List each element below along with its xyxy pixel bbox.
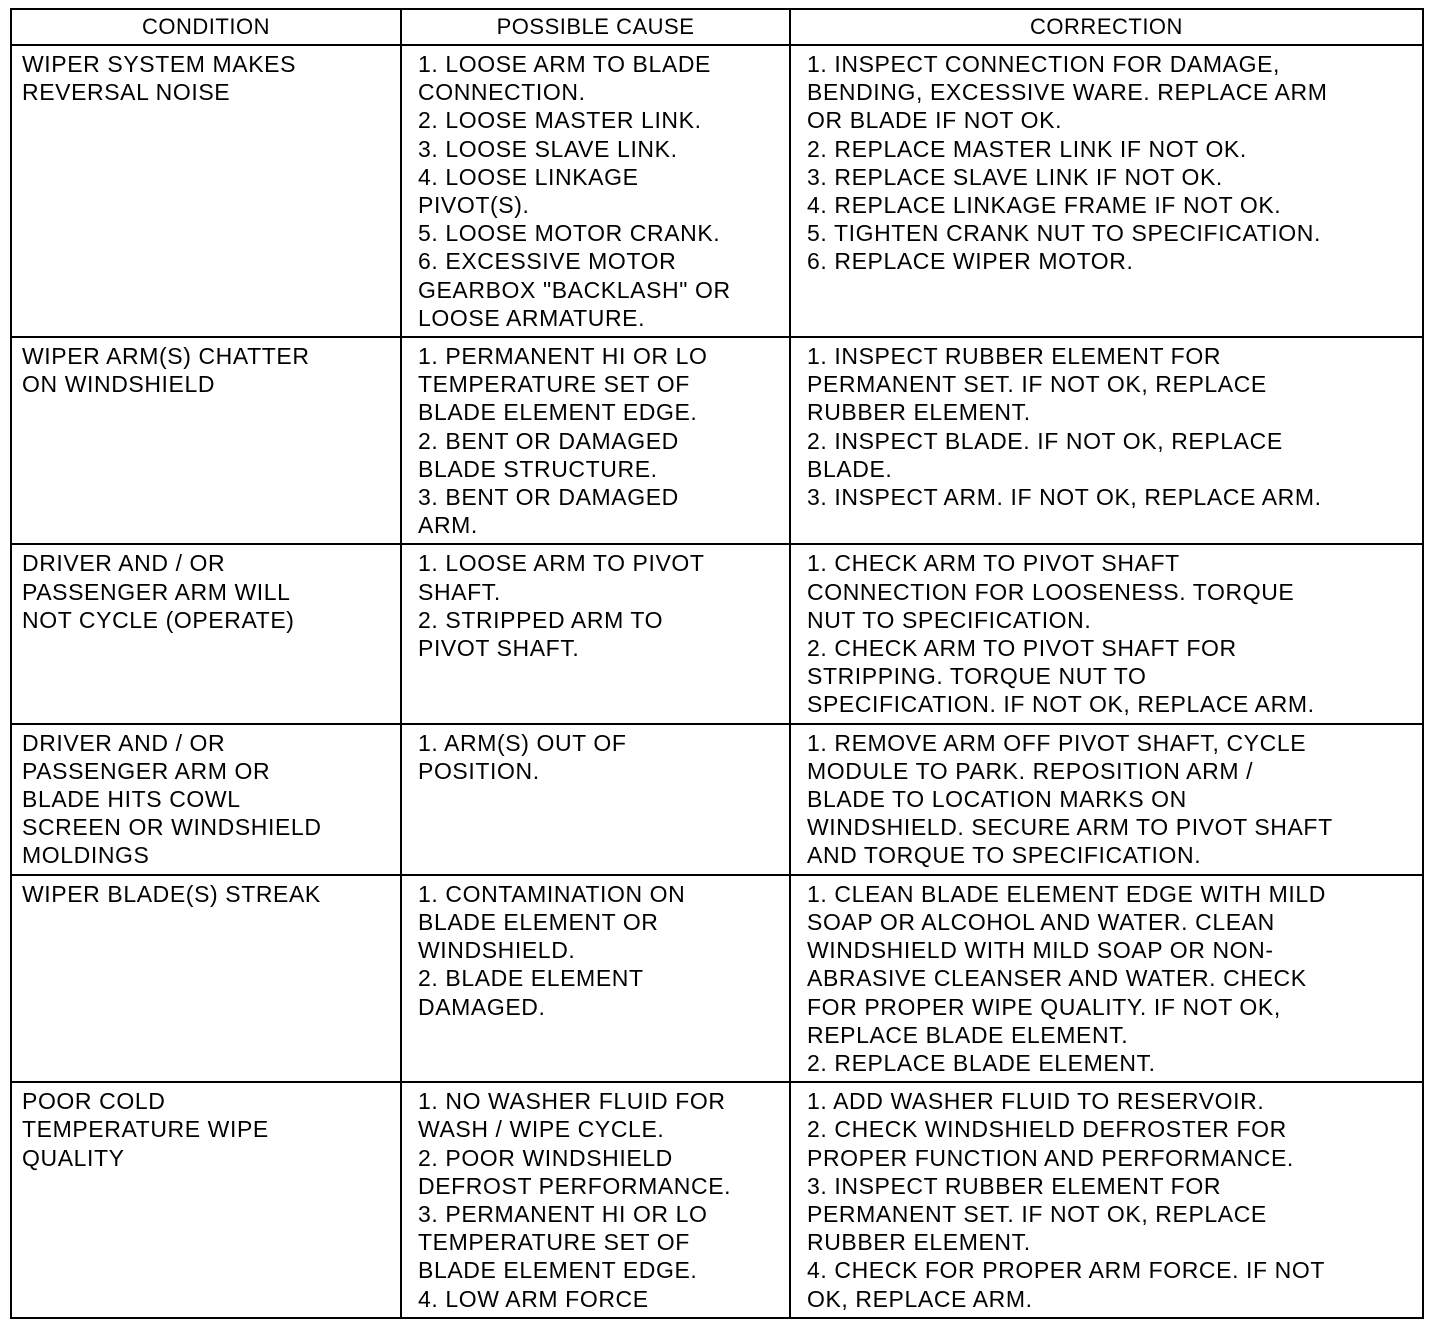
possible-cause-cell: 1. LOOSE ARM TO BLADE CONNECTION. 2. LOOSE MASTER LINK. 3. LOOSE SLAVE LINK. 4. LOOSE LINKAGE PIVOT(S). 5. LOOSE MOTOR CRANK. 6. EXCESSIVE MOTOR GEARBOX "BACKLASH" OR LOOSE ARMATURE. [401, 45, 790, 337]
diagnosis-table [10, 8, 1424, 1319]
possible-cause-cell: 1. LOOSE ARM TO PIVOT SHAFT. 2. STRIPPED ARM TO PIVOT SHAFT. [401, 544, 790, 723]
condition-cell: DRIVER AND / OR PASSENGER ARM WILL NOT CYCLE (OPERATE) [11, 544, 401, 723]
possible-cause-cell: 1. CONTAMINATION ON BLADE ELEMENT OR WINDSHIELD. 2. BLADE ELEMENT DAMAGED. [401, 875, 790, 1082]
correction-cell: 1. REMOVE ARM OFF PIVOT SHAFT, CYCLE MODULE TO PARK. REPOSITION ARM / BLADE TO LOCATION MARKS ON WINDSHIELD. SECURE ARM TO PIVOT SHAFT AND TORQUE TO SPECIFICATION. [790, 724, 1423, 875]
table-row [11, 1082, 1423, 1318]
correction-cell: 1. INSPECT RUBBER ELEMENT FOR PERMANENT SET. IF NOT OK, REPLACE RUBBER ELEMENT. 2. INSPECT BLADE. IF NOT OK, REPLACE BLADE. 3. INSPECT ARM. IF NOT OK, REPLACE ARM. [790, 337, 1423, 544]
condition-cell: WIPER ARM(S) CHATTER ON WINDSHIELD [11, 337, 401, 544]
possible-cause-cell: 1. ARM(S) OUT OF POSITION. [401, 724, 790, 875]
header-condition: CONDITION [11, 9, 401, 45]
table-row [11, 724, 1423, 875]
table-row [11, 45, 1423, 337]
correction-cell: 1. INSPECT CONNECTION FOR DAMAGE, BENDING, EXCESSIVE WARE. REPLACE ARM OR BLADE IF NOT OK. 2. REPLACE MASTER LINK IF NOT OK. 3. REPLACE SLAVE LINK IF NOT OK. 4. REPLACE LINKAGE FRAME IF NOT OK. 5. TIGHTEN CRANK NUT TO SPECIFICATION. 6. REPLACE WIPER MOTOR. [790, 45, 1423, 337]
condition-cell: POOR COLD TEMPERATURE WIPE QUALITY [11, 1082, 401, 1318]
condition-cell: WIPER BLADE(S) STREAK [11, 875, 401, 1082]
condition-cell: DRIVER AND / OR PASSENGER ARM OR BLADE HITS COWL SCREEN OR WINDSHIELD MOLDINGS [11, 724, 401, 875]
table-row [11, 337, 1423, 544]
possible-cause-cell: 1. NO WASHER FLUID FOR WASH / WIPE CYCLE. 2. POOR WINDSHIELD DEFROST PERFORMANCE. 3. PERMANENT HI OR LO TEMPERATURE SET OF BLADE ELEMENT EDGE. 4. LOW ARM FORCE [401, 1082, 790, 1318]
table-row [11, 875, 1423, 1082]
header-possible-cause: POSSIBLE CAUSE [401, 9, 790, 45]
header-row [11, 9, 1423, 45]
condition-cell: WIPER SYSTEM MAKES REVERSAL NOISE [11, 45, 401, 337]
correction-cell: 1. ADD WASHER FLUID TO RESERVOIR. 2. CHECK WINDSHIELD DEFROSTER FOR PROPER FUNCTION AND PERFORMANCE. 3. INSPECT RUBBER ELEMENT FOR PERMANENT SET. IF NOT OK, REPLACE RUBBER ELEMENT. 4. CHECK FOR PROPER ARM FORCE. IF NOT OK, REPLACE ARM. [790, 1082, 1423, 1318]
table-row [11, 544, 1423, 723]
possible-cause-cell: 1. PERMANENT HI OR LO TEMPERATURE SET OF BLADE ELEMENT EDGE. 2. BENT OR DAMAGED BLADE STRUCTURE. 3. BENT OR DAMAGED ARM. [401, 337, 790, 544]
correction-cell: 1. CHECK ARM TO PIVOT SHAFT CONNECTION FOR LOOSENESS. TORQUE NUT TO SPECIFICATION. 2. CHECK ARM TO PIVOT SHAFT FOR STRIPPING. TORQUE NUT TO SPECIFICATION. IF NOT OK, REPLACE ARM. [790, 544, 1423, 723]
header-correction: CORRECTION [790, 9, 1423, 45]
correction-cell: 1. CLEAN BLADE ELEMENT EDGE WITH MILD SOAP OR ALCOHOL AND WATER. CLEAN WINDSHIELD WITH MILD SOAP OR NON- ABRASIVE CLEANSER AND WATER. CHECK FOR PROPER WIPE QUALITY. IF NOT OK, REPLACE BLADE ELEMENT. 2. REPLACE BLADE ELEMENT. [790, 875, 1423, 1082]
